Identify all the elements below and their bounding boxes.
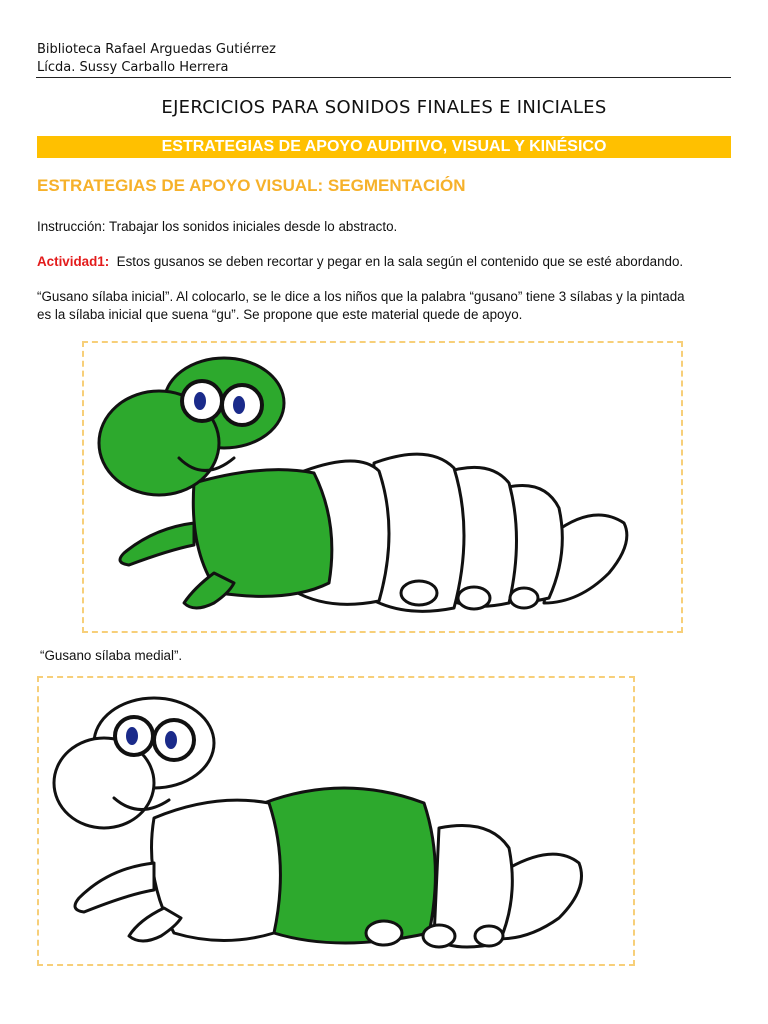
worm-initial-illustration bbox=[84, 343, 681, 631]
activity-paragraph bbox=[37, 253, 737, 271]
header-line-1: Biblioteca Rafael Arguedas Gutiérrez bbox=[37, 42, 276, 57]
section-heading: ESTRATEGIAS DE APOYO VISUAL: SEGMENTACIÓN bbox=[37, 176, 466, 195]
activity-text: Estos gusanos se deben recortar y pegar en la sala según el contenido que se esté abordando. bbox=[116, 254, 684, 269]
medial-caption: “Gusano sílaba medial”. bbox=[40, 648, 183, 663]
worm-medial-frame bbox=[37, 676, 635, 966]
initial-syllable-paragraph-line2: es la sílaba inicial que suena “gu”. Se propone que este material quede de apoyo. bbox=[37, 307, 523, 322]
initial-syllable-paragraph-line1: “Gusano sílaba inicial”. Al colocarlo, se le dice a los niños que la palabra “gusano” tiene 3 sílabas y la pintada bbox=[37, 289, 685, 304]
strategy-banner: ESTRATEGIAS DE APOYO AUDITIVO, VISUAL Y KINÉSICO bbox=[37, 136, 731, 158]
worm-medial-illustration bbox=[39, 678, 633, 964]
page-title: EJERCICIOS PARA SONIDOS FINALES E INICIALES bbox=[161, 97, 607, 118]
worm-initial-frame bbox=[82, 341, 683, 633]
header-line-2: Lícda. Sussy Carballo Herrera bbox=[37, 60, 229, 75]
instruction-text: Instrucción: Trabajar los sonidos iniciales desde lo abstracto. bbox=[37, 219, 398, 234]
header-divider bbox=[36, 77, 731, 78]
activity-label: Actividad1: bbox=[37, 254, 110, 269]
